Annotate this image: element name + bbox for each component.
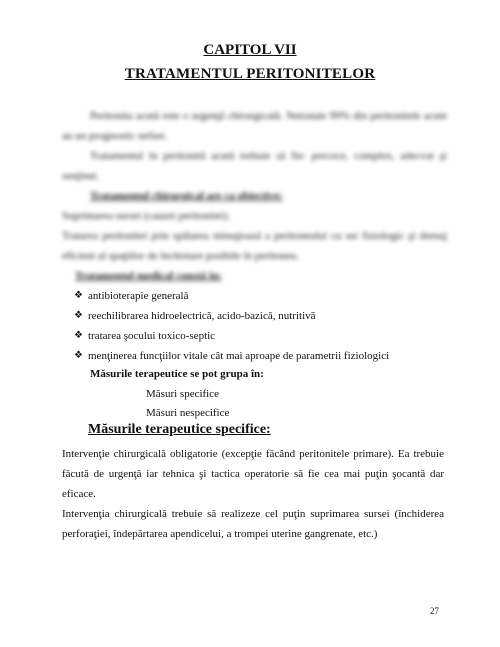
blurred-paragraph-2: Tratamentul în peritonită acută trebuie să fie: precoce, complex, adecvat şi susţinut.: [62, 150, 447, 182]
medical-heading: Tratamentul medical constă în:: [75, 270, 222, 282]
page-number: 27: [430, 606, 439, 616]
measure-item-nonspecific: Măsuri nespecifice: [146, 407, 230, 419]
specific-measures-heading: Măsurile terapeutice specifice:: [88, 422, 271, 437]
list-item: ❖ reechilibrarea hidroelectrică, acido-bazică, nutritivă: [74, 306, 389, 326]
measures-heading: Măsurile terapeutice se pot grupa în:: [90, 368, 264, 380]
diamond-bullet-icon: ❖: [74, 290, 83, 301]
measure-item-specific: Măsuri specifice: [146, 388, 219, 400]
list-item: ❖ tratarea şocului toxico-septic: [74, 326, 389, 346]
surgical-objective-2: Tratarea peritonitei prin spălarea minuţioasă a peritoneului cu ser fiziologic şi drenaj eficient al spaţiilor de închistare posibile în peritoneu.: [62, 230, 447, 262]
paragraph-source-suppression: Intervenţia chirurgicală trebuie să realizeze cel puţin suprimarea sursei (închiderea perforaţiei, îndepărtarea apendicelui, a trompei uterine gangrenate, etc.): [62, 508, 444, 540]
list-item: ❖ antibioterapie generală: [74, 286, 389, 306]
diamond-bullet-icon: ❖: [74, 330, 83, 341]
diamond-bullet-icon: ❖: [74, 310, 83, 321]
chapter-heading: CAPITOL VII: [203, 42, 297, 58]
diamond-bullet-icon: ❖: [74, 350, 83, 361]
paragraph-intervention: Intervenţie chirurgicală obligatorie (excepţie făcând peritonitele primare). Ea trebuie făcută de urgenţă iar tehnica şi tactica operatorie să fie cea mai puţin şocantă dar eficace.: [62, 448, 444, 500]
chapter-title: TRATAMENTUL PERITONITELOR: [124, 66, 376, 82]
surgical-heading: Tratamentul chirurgical are ca obiective:: [90, 190, 283, 202]
blurred-paragraph-1: Peritonita acută este o urgenţă chirurgicală. Netratate 99% din peritonitele acute au un prognostic nefast.: [62, 110, 447, 142]
surgical-objective-1: Suprimarea sursei (cauzei peritonitei).: [62, 210, 230, 222]
medical-treatment-list: [74, 286, 389, 366]
list-item: ❖ menţinerea funcţiilor vitale cât mai aproape de parametrii fiziologici: [74, 346, 389, 366]
